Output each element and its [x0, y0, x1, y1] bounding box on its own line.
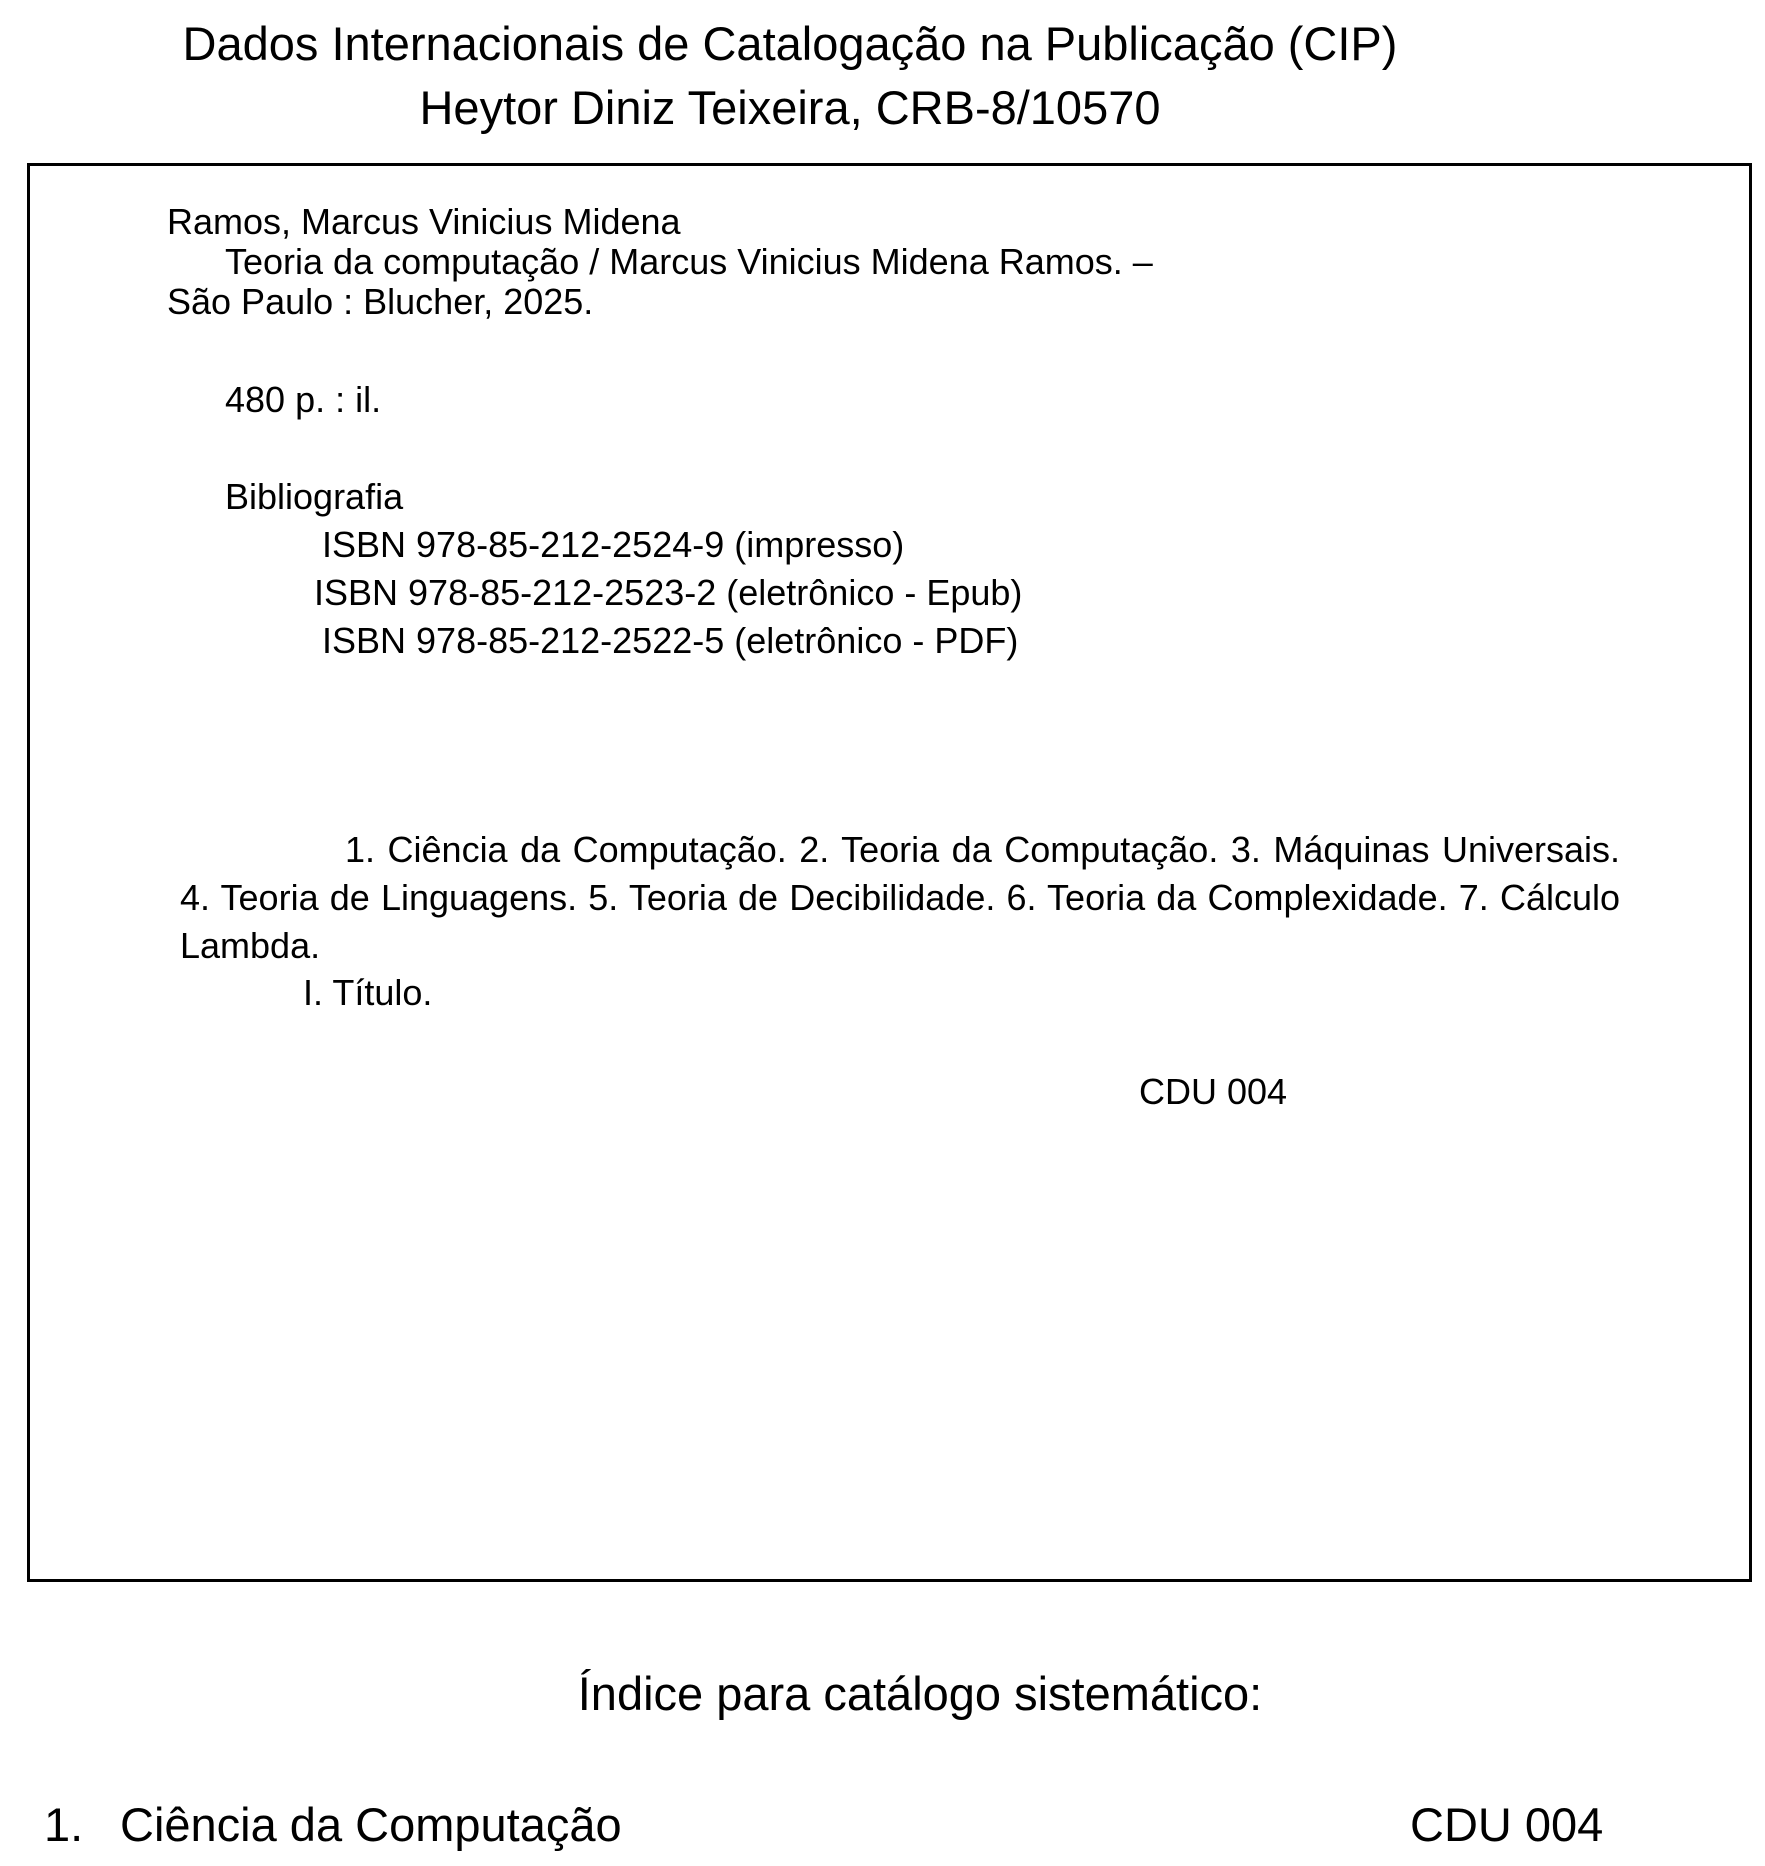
- index-item-cdu: CDU 004: [1410, 1798, 1604, 1851]
- physical-description: 480 p. : il.: [225, 379, 382, 420]
- bibliography-note: Bibliografia: [225, 476, 404, 517]
- title-added-entry: I. Título.: [303, 972, 433, 1013]
- index-title: Índice para catálogo sistemático:: [577, 1667, 1263, 1720]
- author-entry: Ramos, Marcus Vinicius Midena: [167, 201, 681, 242]
- isbn-print: ISBN 978-85-212-2524-9 (impresso): [322, 524, 905, 565]
- isbn-pdf: ISBN 978-85-212-2522-5 (eletrônico - PDF): [322, 620, 1019, 661]
- cip-title: Dados Internacionais de Catalogação na Publicação (CIP): [182, 17, 1398, 70]
- index-item-number: 1.: [44, 1798, 84, 1851]
- index-item-subject: Ciência da Computação: [120, 1798, 622, 1851]
- cdu-class: CDU 004: [1139, 1071, 1288, 1112]
- imprint: São Paulo : Blucher, 2025.: [167, 281, 594, 322]
- librarian-credit: Heytor Diniz Teixeira, CRB-8/10570: [419, 81, 1161, 134]
- isbn-epub: ISBN 978-85-212-2523-2 (eletrônico - Epub): [314, 572, 1023, 613]
- catalog-card: [27, 163, 1752, 1582]
- title-statement: Teoria da computação / Marcus Vinicius Midena Ramos. –: [225, 241, 1153, 282]
- subject-headings: 1. Ciência da Computação. 2. Teoria da Computação. 3. Máquinas Universais. 4. Teoria de Linguagens. 5. Teoria de Decibilidade. 6. Teoria da Complexidade. 7. Cálculo Lambda.: [180, 829, 1620, 966]
